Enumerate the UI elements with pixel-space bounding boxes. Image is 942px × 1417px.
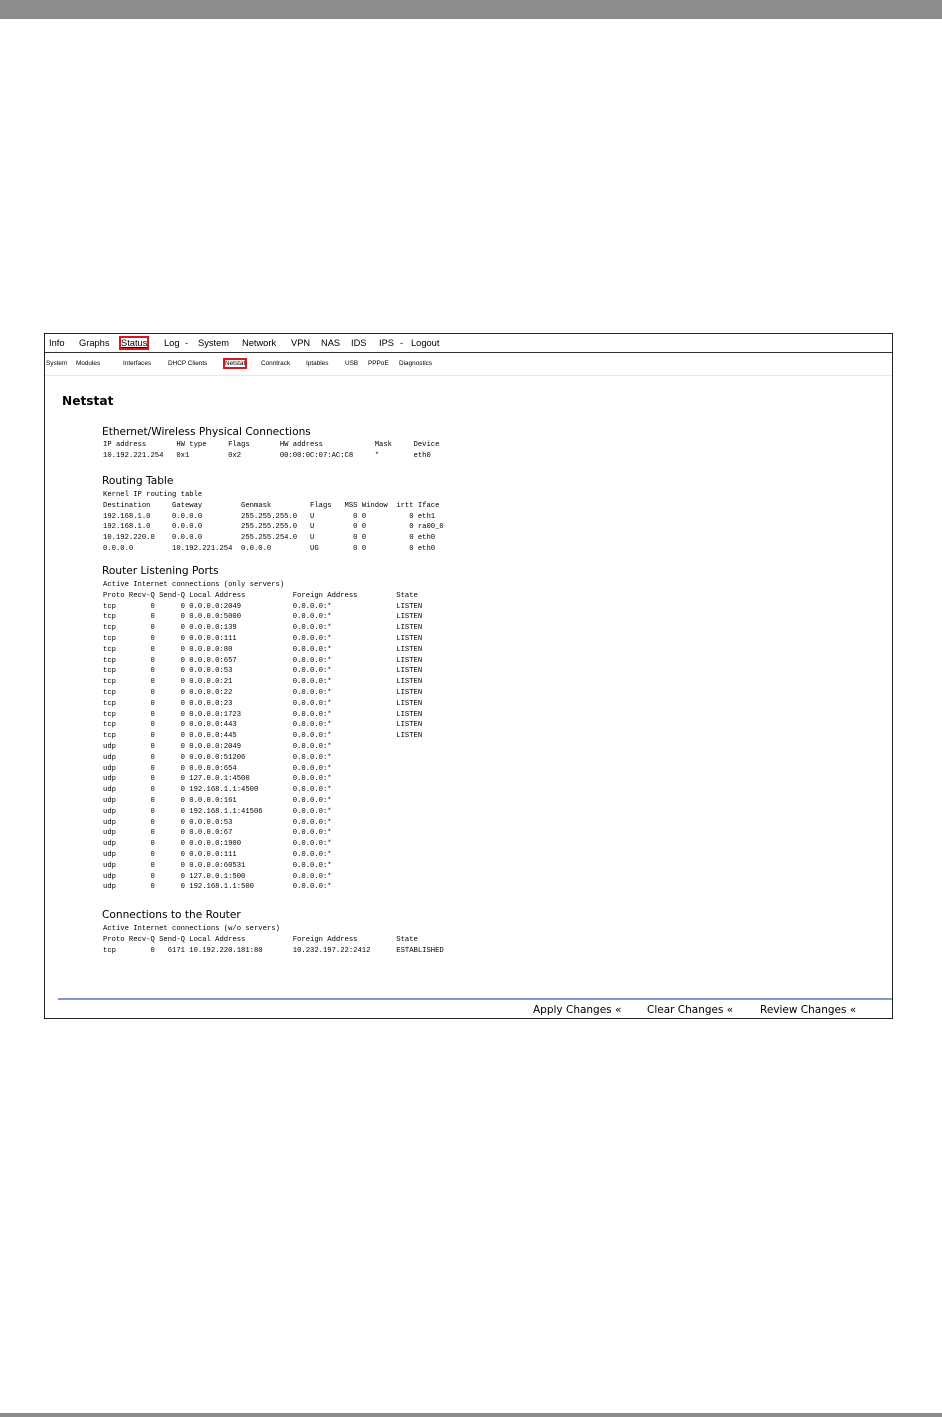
connections-table-header: Proto Recv-Q Send-Q Local Address Foreign Address State [103,935,418,944]
nav-system[interactable]: System [198,338,229,348]
table-row: udp 0 0 127.0.0.1:4500 0.0.0.0:* [103,775,332,784]
subnav-pppoe[interactable]: PPPoE [368,360,389,367]
table-row: tcp 0 0 0.0.0.0:80 0.0.0.0:* LISTEN [103,645,423,654]
routing-section-title: Routing Table [102,475,174,487]
table-row: tcp 0 0 0.0.0.0:53 0.0.0.0:* LISTEN [103,667,423,676]
table-row: udp 0 0 192.168.1.1:41506 0.0.0.0:* [103,807,332,816]
ethernet-table-header: IP address HW type Flags HW address Mask Device [103,441,440,449]
nav-ips[interactable]: IPS [379,338,394,348]
page-title: Netstat [62,394,114,408]
table-row: udp 0 0 192.168.1.1:4500 0.0.0.0:* [103,786,332,795]
table-row: udp 0 0 0.0.0.0:53 0.0.0.0:* [103,818,332,827]
table-row: 10.192.221.254 0x1 0x2 00:00:0C:07:AC:C8 * eth0 [103,451,431,460]
table-row: tcp 0 0 0.0.0.0:139 0.0.0.0:* LISTEN [103,624,423,633]
apply-changes-button[interactable]: Apply Changes « [533,1004,622,1016]
subnav-interfaces[interactable]: Interfaces [123,360,152,367]
nav-separator: - [185,338,189,348]
table-row: udp 0 0 0.0.0.0:51206 0.0.0.0:* [103,753,332,762]
clear-changes-button[interactable]: Clear Changes « [647,1004,734,1016]
nav-separator: - [400,338,404,348]
table-row: udp 0 0 0.0.0.0:2049 0.0.0.0:* [103,743,332,751]
connections-caption: Active Internet connections (w/o servers) [103,925,280,933]
nav-info[interactable]: Info [49,338,65,348]
nav-nas[interactable]: NAS [321,338,341,348]
subnav-modules[interactable]: Modules [76,360,101,367]
routing-caption: Kernel IP routing table [103,491,203,499]
table-row: tcp 0 6171 10.192.220.181:80 10.232.197.22:2412 ESTABLISHED [103,946,444,955]
nav-ids[interactable]: IDS [351,338,367,348]
listening-table-header: Proto Recv-Q Send-Q Local Address Foreign Address State [103,591,418,600]
table-row: tcp 0 0 0.0.0.0:657 0.0.0.0:* LISTEN [103,656,423,665]
connections-section-title: Connections to the Router [102,909,241,921]
sub-nav [45,353,892,376]
table-row: udp 0 0 0.0.0.0:1900 0.0.0.0:* [103,840,332,849]
table-row: tcp 0 0 0.0.0.0:21 0.0.0.0:* LISTEN [103,678,423,687]
nav-vpn[interactable]: VPN [291,338,311,348]
subnav-dhcp-clients[interactable]: DHCP Clients [168,360,208,367]
table-row: tcp 0 0 0.0.0.0:2049 0.0.0.0:* LISTEN [103,602,423,611]
table-row: udp 0 0 0.0.0.0:161 0.0.0.0:* [103,797,332,805]
listening-caption: Active Internet connections (only servers) [103,581,285,589]
subnav-conntrack[interactable]: Conntrack [261,360,291,367]
table-row: tcp 0 0 0.0.0.0:5000 0.0.0.0:* LISTEN [103,613,423,622]
listening-section-title: Router Listening Ports [102,565,219,577]
table-row: 192.168.1.0 0.0.0.0 255.255.255.0 U 0 0 0 ra00_0 [103,523,444,532]
router-web-ui [44,333,893,1019]
table-row: udp 0 0 0.0.0.0:60531 0.0.0.0:* [103,861,332,870]
main-nav [45,334,892,353]
table-row: tcp 0 0 0.0.0.0:22 0.0.0.0:* LISTEN [103,689,423,697]
table-row: 192.168.1.0 0.0.0.0 255.255.255.0 U 0 0 0 eth1 [103,512,436,521]
subnav-netstat[interactable]: Netstat [225,360,246,367]
nav-logout[interactable]: Logout [411,338,440,348]
top-page-band [0,0,942,19]
table-row: 0.0.0.0 10.192.221.254 0.0.0.0 UG 0 0 0 eth0 [103,545,436,553]
table-row: 10.192.220.0 0.0.0.0 255.255.254.0 U 0 0 0 eth0 [103,534,436,543]
table-row: tcp 0 0 0.0.0.0:23 0.0.0.0:* LISTEN [103,699,423,708]
subnav-diagnostics[interactable]: Diagnostics [399,360,433,367]
nav-status[interactable]: Status [121,338,148,348]
subnav-usb[interactable]: USB [345,360,359,367]
table-row: udp 0 0 0.0.0.0:111 0.0.0.0:* [103,851,332,859]
table-row: udp 0 0 127.0.0.1:500 0.0.0.0:* [103,872,332,881]
footer-rule [58,998,893,1000]
table-row: udp 0 0 0.0.0.0:67 0.0.0.0:* [103,829,332,838]
nav-network[interactable]: Network [242,338,277,348]
nav-graphs[interactable]: Graphs [79,338,110,348]
table-row: tcp 0 0 0.0.0.0:1723 0.0.0.0:* LISTEN [103,710,423,719]
review-changes-button[interactable]: Review Changes « [760,1004,857,1016]
table-row: tcp 0 0 0.0.0.0:111 0.0.0.0:* LISTEN [103,635,423,643]
table-row: tcp 0 0 0.0.0.0:445 0.0.0.0:* LISTEN [103,732,423,741]
ethernet-section-title: Ethernet/Wireless Physical Connections [102,426,311,438]
routing-table-header: Destination Gateway Genmask Flags MSS Window irtt Iface [103,501,440,510]
subnav-system[interactable]: System [46,360,68,367]
bottom-page-band [0,1413,942,1417]
footer-actions [58,1001,893,1019]
nav-log[interactable]: Log [164,338,180,348]
table-row: tcp 0 0 0.0.0.0:443 0.0.0.0:* LISTEN [103,721,423,730]
subnav-iptables[interactable]: Iptables [306,360,329,367]
table-row: udp 0 0 0.0.0.0:654 0.0.0.0:* [103,764,332,773]
table-row: udp 0 0 192.168.1.1:500 0.0.0.0:* [103,883,332,892]
